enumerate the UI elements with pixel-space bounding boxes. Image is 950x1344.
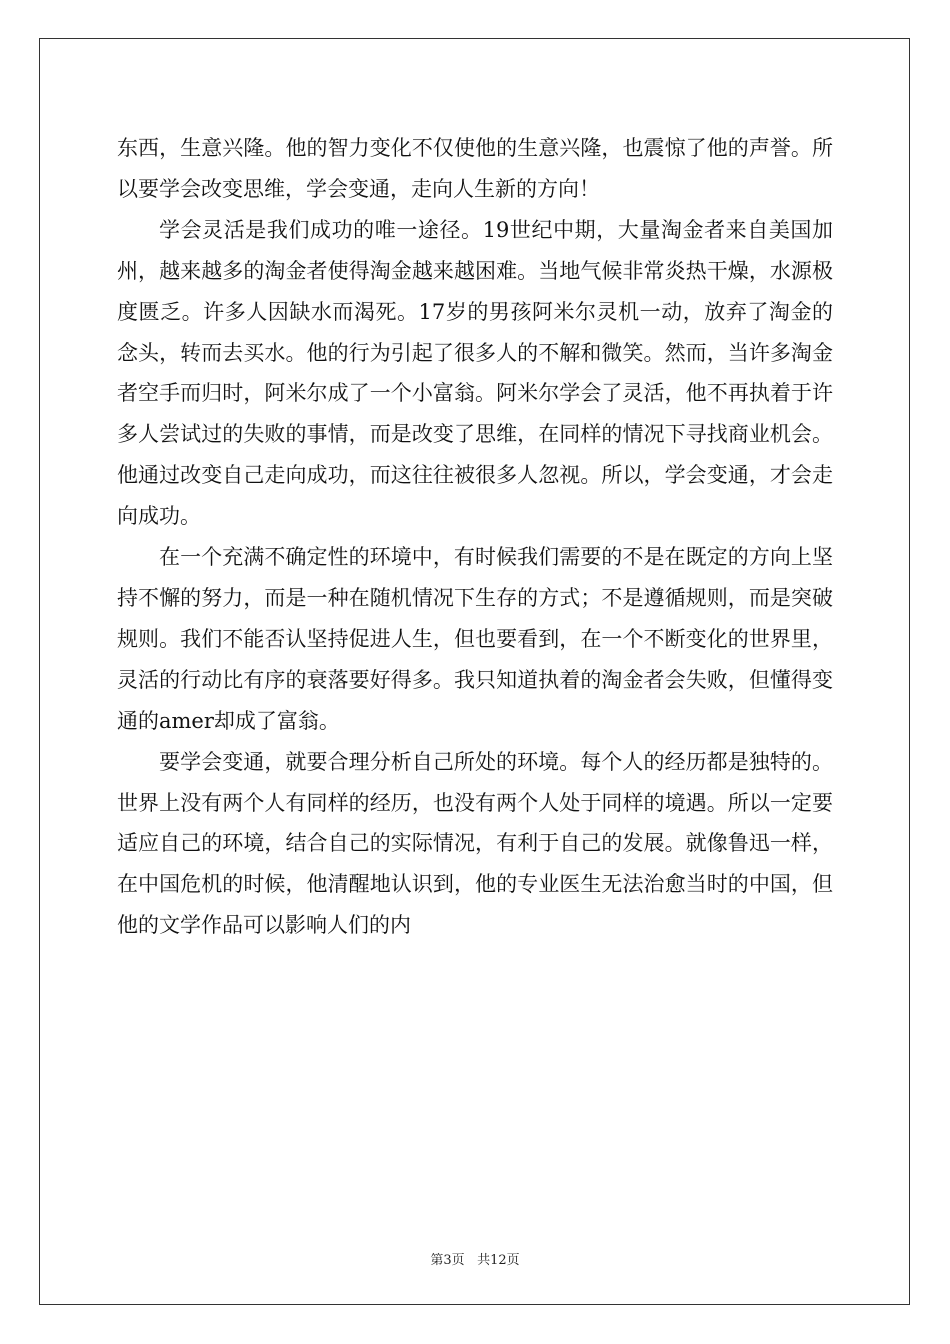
paragraph: 东西，生意兴隆。他的智力变化不仅使他的生意兴隆，也震惊了他的声誉。所以要学会改变思维，学会变通，走向人生新的方向！	[117, 136, 833, 201]
paragraph: 在一个充满不确定性的环境中，有时候我们需要的不是在既定的方向上坚持不懈的努力，而是一种在随机情况下生存的方式；不是遵循规则，而是突破规则。我们不能否认坚持促进人生，但也要看到，在一个不断变化的世界里，灵活的行动比有序的衰落要好得多。我只知道执着的淘金者会失败，但懂得变通的amer却成了富翁。	[117, 545, 833, 733]
paragraph: 要学会变通，就要合理分析自己所处的环境。每个人的经历都是独特的。世界上没有两个人有同样的经历，也没有两个人处于同样的境遇。所以一定要适应自己的环境，结合自己的实际情况，有利于自己的发展。就像鲁迅一样，在中国危机的时候，他清醒地认识到，他的专业医生无法治愈当时的中国，但他的文学作品可以影响人们的内	[117, 749, 833, 938]
paragraph: 学会灵活是我们成功的唯一途径。19世纪中期，大量淘金者来自美国加州，越来越多的淘金者使得淘金越来越困难。当地气候非常炎热干燥，水源极度匮乏。许多人因缺水而渴死。17岁的男孩阿米尔灵机一动，放弃了淘金的念头，转而去买水。他的行为引起了很多人的不解和微笑。然而，当许多淘金者空手而归时，阿米尔成了一个小富翁。阿米尔学会了灵活，他不再执着于许多人尝试过的失败的事情，而是改变了思维，在同样的情况下寻找商业机会。他通过改变自己走向成功，而这往往被很多人忽视。所以，学会变通，才会走向成功。	[117, 217, 833, 529]
page-number: 第3页	[430, 1253, 465, 1268]
document-body	[117, 128, 833, 946]
page-total: 共12页	[477, 1253, 520, 1268]
page-footer	[0, 1249, 950, 1268]
